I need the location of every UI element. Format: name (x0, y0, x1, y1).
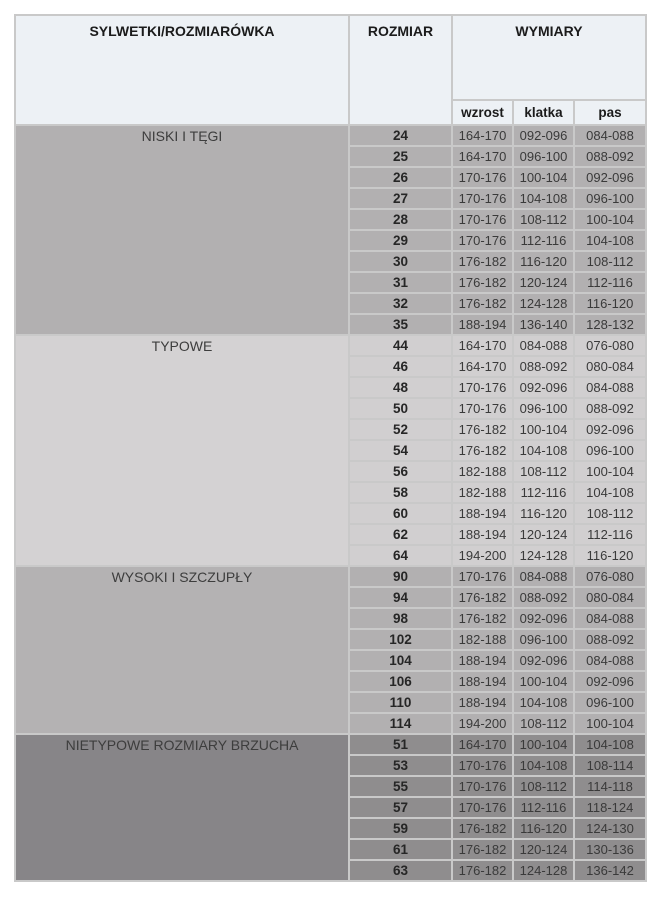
chest-cell: 084-088 (514, 336, 573, 355)
size-cell: 35 (350, 315, 451, 334)
waist-cell: 080-084 (575, 588, 645, 607)
height-cell: 176-182 (453, 294, 512, 313)
size-cell: 114 (350, 714, 451, 733)
chest-cell: 096-100 (514, 147, 573, 166)
chest-cell: 104-108 (514, 189, 573, 208)
size-cell: 26 (350, 168, 451, 187)
waist-cell: 100-104 (575, 462, 645, 481)
height-cell: 170-176 (453, 378, 512, 397)
size-cell: 25 (350, 147, 451, 166)
chest-cell: 104-108 (514, 693, 573, 712)
size-cell: 32 (350, 294, 451, 313)
chest-cell: 124-128 (514, 861, 573, 880)
waist-cell: 104-108 (575, 483, 645, 502)
chest-cell: 100-104 (514, 735, 573, 754)
chest-cell: 120-124 (514, 525, 573, 544)
waist-cell: 108-112 (575, 504, 645, 523)
waist-cell: 088-092 (575, 399, 645, 418)
height-cell: 170-176 (453, 798, 512, 817)
waist-cell: 128-132 (575, 315, 645, 334)
size-cell: 64 (350, 546, 451, 565)
size-cell: 53 (350, 756, 451, 775)
waist-cell: 124-130 (575, 819, 645, 838)
height-cell: 176-182 (453, 819, 512, 838)
table-body (16, 126, 645, 880)
chest-cell: 100-104 (514, 672, 573, 691)
size-cell: 30 (350, 252, 451, 271)
waist-cell: 108-112 (575, 252, 645, 271)
chest-cell: 104-108 (514, 756, 573, 775)
header-silhouettes: SYLWETKI/ROZMIARÓWKA (16, 16, 348, 124)
height-cell: 176-182 (453, 861, 512, 880)
table-header (16, 16, 645, 124)
height-cell: 188-194 (453, 672, 512, 691)
size-cell: 50 (350, 399, 451, 418)
size-cell: 48 (350, 378, 451, 397)
size-cell: 59 (350, 819, 451, 838)
table-row (16, 567, 645, 586)
header-dimensions: WYMIARY (453, 16, 645, 99)
size-cell: 29 (350, 231, 451, 250)
size-cell: 52 (350, 420, 451, 439)
waist-cell: 084-088 (575, 378, 645, 397)
table-row (16, 126, 645, 145)
waist-cell: 092-096 (575, 420, 645, 439)
waist-cell: 118-124 (575, 798, 645, 817)
subheader-waist: pas (575, 101, 645, 124)
height-cell: 170-176 (453, 756, 512, 775)
chest-cell: 116-120 (514, 252, 573, 271)
size-cell: 58 (350, 483, 451, 502)
waist-cell: 080-084 (575, 357, 645, 376)
height-cell: 164-170 (453, 735, 512, 754)
size-cell: 102 (350, 630, 451, 649)
section-label-typowe: TYPOWE (16, 336, 348, 565)
height-cell: 176-182 (453, 420, 512, 439)
waist-cell: 076-080 (575, 336, 645, 355)
height-cell: 188-194 (453, 315, 512, 334)
height-cell: 176-182 (453, 252, 512, 271)
height-cell: 188-194 (453, 525, 512, 544)
height-cell: 188-194 (453, 504, 512, 523)
height-cell: 170-176 (453, 399, 512, 418)
chest-cell: 112-116 (514, 483, 573, 502)
height-cell: 182-188 (453, 462, 512, 481)
chest-cell: 088-092 (514, 357, 573, 376)
size-cell: 60 (350, 504, 451, 523)
waist-cell: 084-088 (575, 126, 645, 145)
waist-cell: 096-100 (575, 441, 645, 460)
size-cell: 63 (350, 861, 451, 880)
header-row (16, 16, 645, 99)
waist-cell: 100-104 (575, 210, 645, 229)
waist-cell: 116-120 (575, 294, 645, 313)
chest-cell: 084-088 (514, 567, 573, 586)
size-cell: 106 (350, 672, 451, 691)
size-cell: 104 (350, 651, 451, 670)
waist-cell: 104-108 (575, 231, 645, 250)
height-cell: 164-170 (453, 147, 512, 166)
chest-cell: 108-112 (514, 714, 573, 733)
waist-cell: 112-116 (575, 525, 645, 544)
chest-cell: 124-128 (514, 294, 573, 313)
section-label-niski-i-tegi: NISKI I TĘGI (16, 126, 348, 334)
size-cell: 94 (350, 588, 451, 607)
header-size: ROZMIAR (350, 16, 451, 124)
waist-cell: 092-096 (575, 672, 645, 691)
size-cell: 57 (350, 798, 451, 817)
height-cell: 176-182 (453, 840, 512, 859)
subheader-height: wzrost (453, 101, 512, 124)
waist-cell: 092-096 (575, 168, 645, 187)
height-cell: 194-200 (453, 714, 512, 733)
size-cell: 28 (350, 210, 451, 229)
height-cell: 182-188 (453, 483, 512, 502)
height-cell: 176-182 (453, 441, 512, 460)
height-cell: 164-170 (453, 357, 512, 376)
chest-cell: 096-100 (514, 399, 573, 418)
waist-cell: 076-080 (575, 567, 645, 586)
chest-cell: 136-140 (514, 315, 573, 334)
waist-cell: 116-120 (575, 546, 645, 565)
chest-cell: 120-124 (514, 273, 573, 292)
chest-cell: 112-116 (514, 231, 573, 250)
size-cell: 110 (350, 693, 451, 712)
waist-cell: 088-092 (575, 147, 645, 166)
height-cell: 170-176 (453, 567, 512, 586)
chest-cell: 092-096 (514, 126, 573, 145)
height-cell: 194-200 (453, 546, 512, 565)
size-chart-table (14, 14, 647, 882)
height-cell: 164-170 (453, 126, 512, 145)
size-cell: 98 (350, 609, 451, 628)
chest-cell: 092-096 (514, 609, 573, 628)
waist-cell: 096-100 (575, 189, 645, 208)
waist-cell: 136-142 (575, 861, 645, 880)
chest-cell: 104-108 (514, 441, 573, 460)
chest-cell: 092-096 (514, 378, 573, 397)
height-cell: 170-176 (453, 168, 512, 187)
size-cell: 46 (350, 357, 451, 376)
size-cell: 51 (350, 735, 451, 754)
chest-cell: 124-128 (514, 546, 573, 565)
chest-cell: 116-120 (514, 819, 573, 838)
height-cell: 164-170 (453, 336, 512, 355)
waist-cell: 112-116 (575, 273, 645, 292)
chest-cell: 116-120 (514, 504, 573, 523)
height-cell: 170-176 (453, 231, 512, 250)
waist-cell: 114-118 (575, 777, 645, 796)
size-cell: 31 (350, 273, 451, 292)
chest-cell: 088-092 (514, 588, 573, 607)
size-cell: 90 (350, 567, 451, 586)
size-cell: 27 (350, 189, 451, 208)
size-cell: 56 (350, 462, 451, 481)
chest-cell: 120-124 (514, 840, 573, 859)
waist-cell: 088-092 (575, 630, 645, 649)
height-cell: 170-176 (453, 210, 512, 229)
chest-cell: 108-112 (514, 462, 573, 481)
table-row (16, 336, 645, 355)
section-label-wysoki-i-szczuply: WYSOKI I SZCZUPŁY (16, 567, 348, 733)
size-cell: 55 (350, 777, 451, 796)
size-cell: 62 (350, 525, 451, 544)
waist-cell: 096-100 (575, 693, 645, 712)
height-cell: 170-176 (453, 777, 512, 796)
height-cell: 188-194 (453, 693, 512, 712)
height-cell: 188-194 (453, 651, 512, 670)
chest-cell: 100-104 (514, 168, 573, 187)
waist-cell: 130-136 (575, 840, 645, 859)
height-cell: 182-188 (453, 630, 512, 649)
chest-cell: 108-112 (514, 210, 573, 229)
height-cell: 176-182 (453, 609, 512, 628)
size-cell: 54 (350, 441, 451, 460)
subheader-chest: klatka (514, 101, 573, 124)
chest-cell: 112-116 (514, 798, 573, 817)
chest-cell: 092-096 (514, 651, 573, 670)
waist-cell: 100-104 (575, 714, 645, 733)
waist-cell: 084-088 (575, 609, 645, 628)
size-cell: 61 (350, 840, 451, 859)
table-row (16, 735, 645, 754)
chest-cell: 100-104 (514, 420, 573, 439)
height-cell: 176-182 (453, 273, 512, 292)
chest-cell: 108-112 (514, 777, 573, 796)
chest-cell: 096-100 (514, 630, 573, 649)
section-label-nietypowe-rozmiary-brzucha: NIETYPOWE ROZMIARY BRZUCHA (16, 735, 348, 880)
height-cell: 176-182 (453, 588, 512, 607)
size-cell: 24 (350, 126, 451, 145)
waist-cell: 104-108 (575, 735, 645, 754)
height-cell: 170-176 (453, 189, 512, 208)
waist-cell: 108-114 (575, 756, 645, 775)
size-cell: 44 (350, 336, 451, 355)
waist-cell: 084-088 (575, 651, 645, 670)
